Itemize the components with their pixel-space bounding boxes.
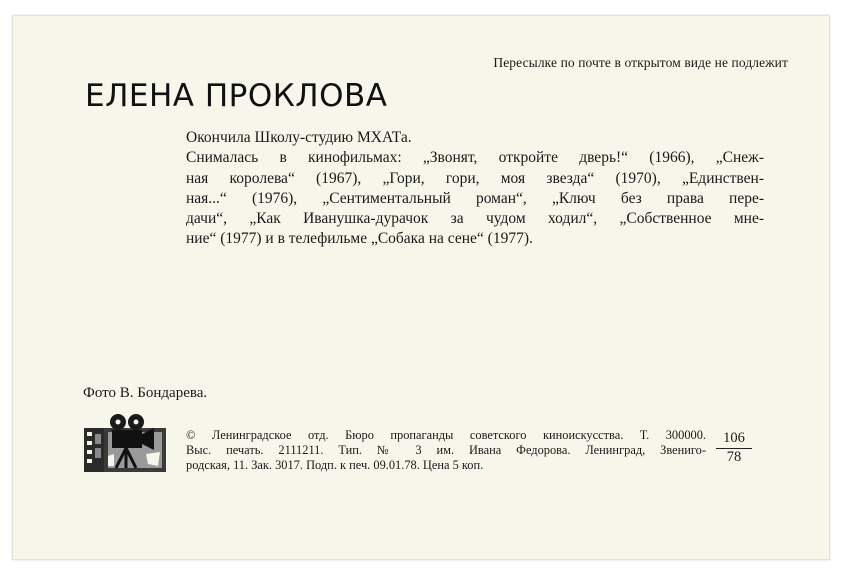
bio-films-line: дачи“, „Как Иванушка-дурачок за чудом ходил“, „Собственное мне- [186, 210, 764, 228]
actress-name: ЕЛЕНА ПРОКЛОВА [85, 78, 388, 114]
catalog-numerator: 106 [723, 430, 745, 446]
bio-films-line: ная королева“ (1967), „Гори, гори, моя звезда“ (1970), „Единствен- [186, 169, 764, 187]
bio-education: Окончила Школу-студию МХАТа. [186, 129, 412, 146]
film-camera-logo-icon [84, 414, 166, 472]
biography [186, 128, 764, 250]
bio-films-line: Снималась в кинофильмах: „Звонят, откройте дверь!“ (1966), „Снеж- [186, 149, 764, 167]
photo-credit: Фото В. Бондарева. [83, 385, 208, 401]
bio-films-line: ная...“ (1976), „Сентиментальный роман“, „Ключ без права пере- [186, 189, 764, 207]
imprint-line: © Ленинградское отд. Бюро пропаганды советского киноискусства. Т. 300000. [186, 428, 706, 442]
imprint-line: Выс. печать. 2111211. Тип. № 3 им. Ивана Федорова. Ленинград, Звениго- [186, 443, 706, 458]
imprint-line: родская, 11. Зак. 3017. Подп. к печ. 09.01.78. Цена 5 коп. [186, 458, 484, 473]
printing-imprint [186, 428, 706, 474]
bio-films-line: ние“ (1977) и в телефильме „Собака на сене“ (1977). [186, 230, 533, 248]
postal-notice: Пересылке по почте в открытом виде не подлежит [493, 55, 788, 70]
catalog-denominator: 78 [716, 448, 752, 466]
catalog-number [716, 430, 752, 466]
